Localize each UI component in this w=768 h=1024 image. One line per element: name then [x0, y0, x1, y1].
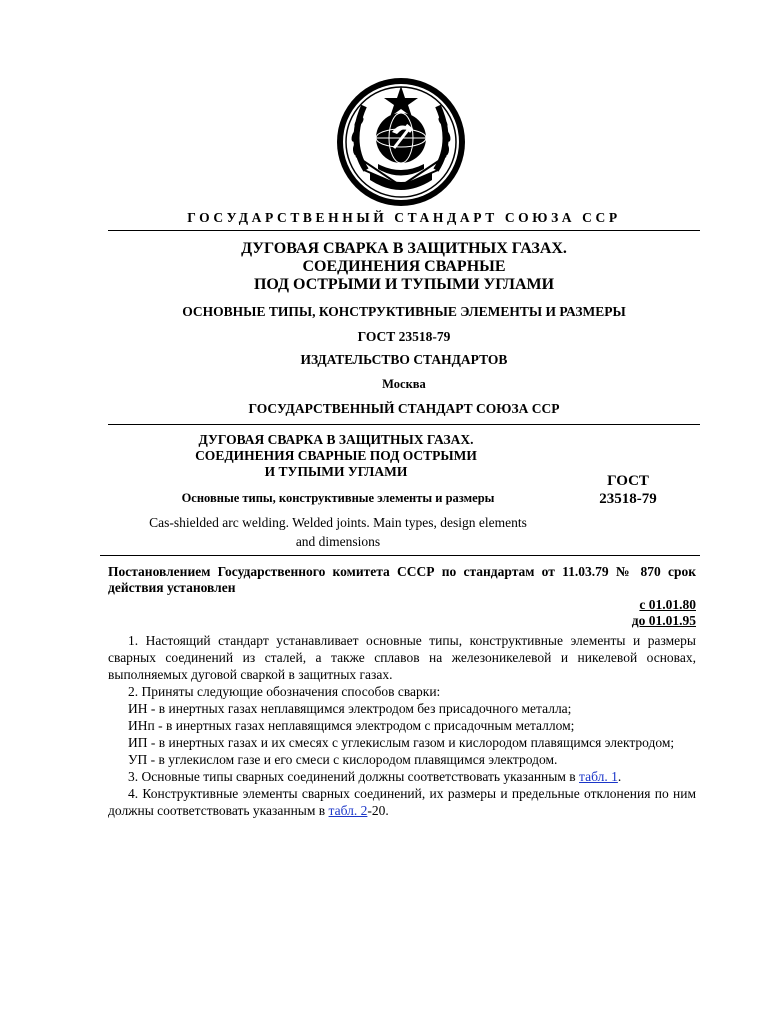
validity-dates — [632, 597, 696, 629]
cover-subtitle: ОСНОВНЫЕ ТИПЫ, КОНСТРУКТИВНЫЕ ЭЛЕМЕНТЫ И РАЗМЕРЫ — [182, 304, 626, 319]
date-from: с 01.01.80 — [639, 597, 696, 612]
gost-label: ГОСТ — [607, 473, 649, 489]
table-2-link[interactable]: табл. 2 — [328, 803, 368, 818]
divider — [108, 424, 700, 425]
standard-subtitle: Основные типы, конструктивные элементы и размеры — [181, 491, 495, 505]
paragraph-text: 3. Основные типы сварных соединений должны соответствовать указанным в — [128, 769, 580, 784]
paragraph: 1. Настоящий стандарт устанавливает основные типы, конструктивные элементы и размеры сварных соединений из сталей, а также сплавов на железоникелевой и никелевой основах, выполняемых дуговой сваркой в защитных газах. — [108, 633, 696, 682]
paragraph: ИП - в инертных газах и их смесях с углекислым газом и кислородом плавящимся электродом; — [128, 735, 675, 750]
paragraph: ИНп - в инертных газах неплавящимся электродом с присадочным металлом; — [128, 718, 575, 733]
paragraph: ИН - в инертных газах неплавящимся электродом без присадочного металла; — [128, 701, 572, 716]
cover-header: ГОСУДАРСТВЕННЫЙ СТАНДАРТ СОЮЗА ССР — [187, 210, 621, 225]
title-line: СОЕДИНЕНИЯ СВАРНЫЕ — [302, 258, 506, 275]
ussr-coat-of-arms-icon — [334, 74, 468, 208]
standard-title — [140, 432, 532, 480]
title-line: ПОД ОСТРЫМИ И ТУПЫМИ УГЛАМИ — [253, 276, 555, 293]
english-title-line: and dimensions — [295, 534, 381, 549]
english-title-line: Cas-shielded arc welding. Welded joints. Main types, design elements — [149, 515, 527, 530]
gost-number: ГОСТ 23518-79 — [357, 329, 451, 344]
document-body — [108, 632, 696, 819]
publisher: ИЗДАТЕЛЬСТВО СТАНДАРТОВ — [300, 352, 508, 367]
divider — [108, 230, 700, 231]
paragraph-text: -20. — [367, 803, 389, 818]
gost-number: 23518-79 — [599, 491, 657, 507]
decree-text: Постановлением Государственного комитета СССР по стандартам от 11.03.79 № 870 срок действия установлен — [108, 564, 696, 595]
gost-box — [586, 472, 670, 508]
title-line: СОЕДИНЕНИЯ СВАРНЫЕ ПОД ОСТРЫМИ — [195, 448, 477, 463]
paragraph: УП - в углекислом газе и его смеси с кислородом плавящимся электродом. — [128, 752, 558, 767]
title-line: И ТУПЫМИ УГЛАМИ — [264, 464, 408, 479]
standard-header: ГОСУДАРСТВЕННЫЙ СТАНДАРТ СОЮЗА ССР — [248, 401, 560, 416]
paragraph-text: . — [617, 769, 622, 784]
table-1-link[interactable]: табл. 1 — [579, 769, 618, 784]
title-line: ДУГОВАЯ СВАРКА В ЗАЩИТНЫХ ГАЗАХ. — [241, 240, 567, 257]
date-to: до 01.01.95 — [631, 613, 696, 628]
paragraph: 2. Приняты следующие обозначения способов сварки: — [128, 684, 441, 699]
city: Москва — [382, 377, 426, 391]
english-title — [108, 513, 568, 551]
page-title — [108, 240, 700, 294]
divider — [100, 555, 700, 556]
title-line: ДУГОВАЯ СВАРКА В ЗАЩИТНЫХ ГАЗАХ. — [198, 432, 474, 447]
paragraph-text: 4. Конструктивные элементы сварных соединений, их размеры и предельные отклонения по ним должны соответствовать указанным в — [108, 786, 696, 818]
paragraph — [108, 768, 696, 785]
paragraph — [108, 785, 696, 819]
